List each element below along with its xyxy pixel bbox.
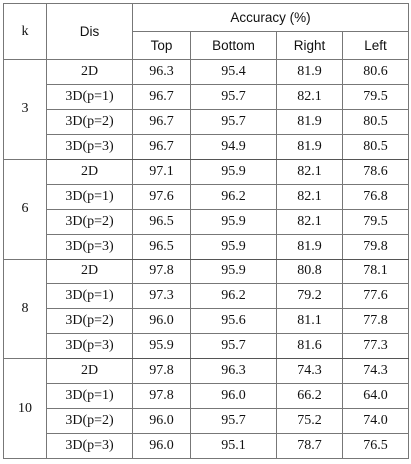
- dis-cell: 2D: [47, 359, 133, 384]
- header-bottom: Bottom: [191, 32, 277, 60]
- top-cell: 96.0: [133, 434, 191, 459]
- top-cell: 97.1: [133, 159, 191, 184]
- top-cell: 97.3: [133, 284, 191, 309]
- table-row: [4, 184, 409, 209]
- table-row: [4, 209, 409, 234]
- header-accuracy: Accuracy (%): [133, 4, 409, 32]
- bottom-cell: 95.9: [191, 259, 277, 284]
- table-row: [4, 334, 409, 359]
- dis-cell: 3D(p=3): [47, 234, 133, 259]
- right-cell: 81.6: [277, 334, 343, 359]
- bottom-cell: 95.7: [191, 109, 277, 134]
- left-cell: 79.5: [343, 84, 409, 109]
- table-row: [4, 60, 409, 85]
- dis-cell: 3D(p=2): [47, 309, 133, 334]
- left-cell: 80.6: [343, 60, 409, 85]
- right-cell: 82.1: [277, 209, 343, 234]
- dis-cell: 2D: [47, 259, 133, 284]
- dis-cell: 2D: [47, 60, 133, 85]
- left-cell: 79.8: [343, 234, 409, 259]
- right-cell: 82.1: [277, 184, 343, 209]
- dis-cell: 3D(p=1): [47, 284, 133, 309]
- accuracy-table: [3, 3, 409, 459]
- table-row: [4, 84, 409, 109]
- left-cell: 77.3: [343, 334, 409, 359]
- right-cell: 79.2: [277, 284, 343, 309]
- dis-cell: 3D(p=3): [47, 334, 133, 359]
- bottom-cell: 96.2: [191, 284, 277, 309]
- dis-cell: 3D(p=3): [47, 134, 133, 159]
- table-row: [4, 234, 409, 259]
- top-cell: 96.5: [133, 209, 191, 234]
- table-row: [4, 409, 409, 434]
- bottom-cell: 96.0: [191, 384, 277, 409]
- left-cell: 79.5: [343, 209, 409, 234]
- dis-cell: 3D(p=1): [47, 384, 133, 409]
- right-cell: 81.9: [277, 134, 343, 159]
- dis-cell: 3D(p=2): [47, 109, 133, 134]
- table-row: [4, 359, 409, 384]
- left-cell: 80.5: [343, 134, 409, 159]
- bottom-cell: 95.4: [191, 60, 277, 85]
- top-cell: 97.8: [133, 384, 191, 409]
- bottom-cell: 95.6: [191, 309, 277, 334]
- right-cell: 82.1: [277, 84, 343, 109]
- table-row: [4, 259, 409, 284]
- left-cell: 64.0: [343, 384, 409, 409]
- table-row: [4, 159, 409, 184]
- top-cell: 96.7: [133, 134, 191, 159]
- right-cell: 81.9: [277, 109, 343, 134]
- dis-cell: 3D(p=2): [47, 409, 133, 434]
- left-cell: 74.3: [343, 359, 409, 384]
- left-cell: 76.8: [343, 184, 409, 209]
- top-cell: 97.8: [133, 359, 191, 384]
- bottom-cell: 96.2: [191, 184, 277, 209]
- bottom-cell: 95.1: [191, 434, 277, 459]
- table-row: [4, 284, 409, 309]
- dis-cell: 3D(p=1): [47, 84, 133, 109]
- header-k: k: [4, 4, 47, 60]
- right-cell: 81.1: [277, 309, 343, 334]
- table-row: [4, 434, 409, 459]
- top-cell: 96.5: [133, 234, 191, 259]
- bottom-cell: 95.7: [191, 84, 277, 109]
- top-cell: 97.8: [133, 259, 191, 284]
- bottom-cell: 95.7: [191, 334, 277, 359]
- bottom-cell: 95.9: [191, 159, 277, 184]
- right-cell: 75.2: [277, 409, 343, 434]
- header-top: Top: [133, 32, 191, 60]
- dis-cell: 3D(p=3): [47, 434, 133, 459]
- k-cell: 10: [4, 359, 47, 459]
- table-row: [4, 384, 409, 409]
- top-cell: 96.0: [133, 309, 191, 334]
- header-left: Left: [343, 32, 409, 60]
- right-cell: 81.9: [277, 234, 343, 259]
- header-right: Right: [277, 32, 343, 60]
- bottom-cell: 95.7: [191, 409, 277, 434]
- top-cell: 96.7: [133, 84, 191, 109]
- right-cell: 82.1: [277, 159, 343, 184]
- table-row: [4, 109, 409, 134]
- top-cell: 96.7: [133, 109, 191, 134]
- left-cell: 80.5: [343, 109, 409, 134]
- top-cell: 97.6: [133, 184, 191, 209]
- right-cell: 66.2: [277, 384, 343, 409]
- bottom-cell: 95.9: [191, 234, 277, 259]
- bottom-cell: 94.9: [191, 134, 277, 159]
- right-cell: 80.8: [277, 259, 343, 284]
- left-cell: 78.1: [343, 259, 409, 284]
- bottom-cell: 96.3: [191, 359, 277, 384]
- left-cell: 76.5: [343, 434, 409, 459]
- left-cell: 77.8: [343, 309, 409, 334]
- right-cell: 74.3: [277, 359, 343, 384]
- dis-cell: 3D(p=1): [47, 184, 133, 209]
- top-cell: 96.3: [133, 60, 191, 85]
- right-cell: 78.7: [277, 434, 343, 459]
- k-cell: 6: [4, 159, 47, 259]
- left-cell: 74.0: [343, 409, 409, 434]
- dis-cell: 3D(p=2): [47, 209, 133, 234]
- header-dis: Dis: [47, 4, 133, 60]
- k-cell: 8: [4, 259, 47, 359]
- k-cell: 3: [4, 60, 47, 160]
- top-cell: 95.9: [133, 334, 191, 359]
- left-cell: 77.6: [343, 284, 409, 309]
- right-cell: 81.9: [277, 60, 343, 85]
- top-cell: 96.0: [133, 409, 191, 434]
- left-cell: 78.6: [343, 159, 409, 184]
- table-row: [4, 309, 409, 334]
- bottom-cell: 95.9: [191, 209, 277, 234]
- dis-cell: 2D: [47, 159, 133, 184]
- table-row: [4, 134, 409, 159]
